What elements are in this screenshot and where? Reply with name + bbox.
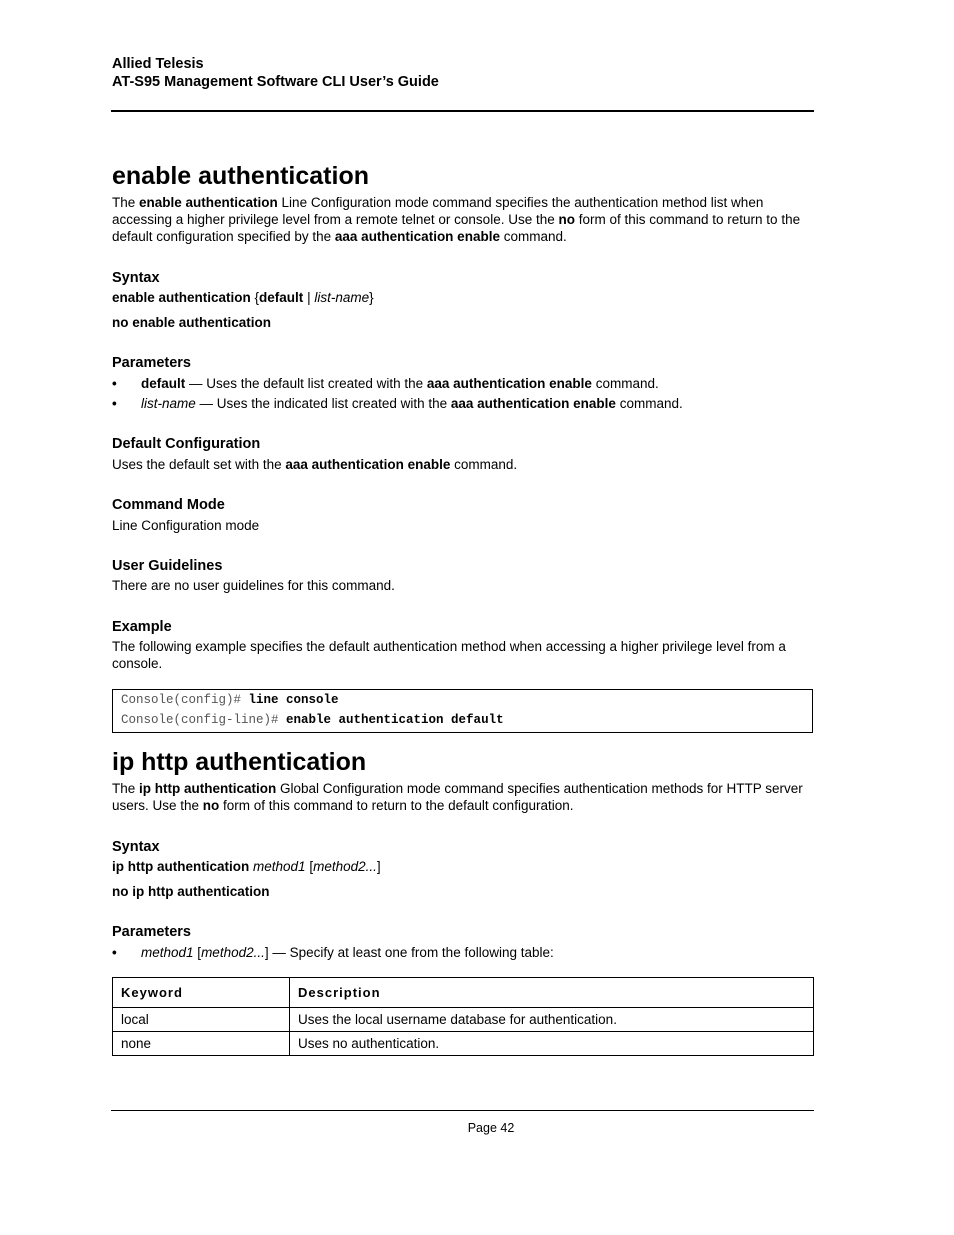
- section-title-ip-http-authentication: ip http authentication: [112, 748, 367, 776]
- section2-intro: The ip http authentication Global Configuration mode command specifies authentication methods for HTTP server users. Use the no form of this command to return to the default configuration.: [112, 781, 803, 813]
- command-mode-heading: Command Mode: [112, 497, 225, 513]
- table-header-description: Description: [290, 978, 814, 1008]
- table-header-row: [113, 978, 814, 1008]
- default-configuration-text: Uses the default set with the aaa authentication enable command.: [112, 457, 518, 472]
- footer-rule: [111, 1110, 814, 1111]
- code-line: Console(config-line)# enable authentication default: [121, 713, 504, 727]
- user-guidelines-text: There are no user guidelines for this command.: [112, 578, 395, 593]
- method-keyword-table: [112, 977, 814, 1056]
- table-cell-description: Uses no authentication.: [290, 1032, 814, 1056]
- table-cell-keyword: local: [113, 1008, 290, 1032]
- default-configuration-heading: Default Configuration: [112, 436, 261, 452]
- section1-params-heading: Parameters: [112, 355, 191, 371]
- section-title-enable-authentication: enable authentication: [112, 162, 369, 190]
- user-guidelines-heading: User Guidelines: [112, 558, 223, 574]
- running-header: [112, 55, 439, 91]
- example-heading: Example: [112, 619, 172, 635]
- bullet-icon: •: [112, 376, 117, 391]
- bullet-icon: •: [112, 396, 117, 411]
- section2-syntax-heading: Syntax: [112, 839, 160, 855]
- code-example-box: [112, 689, 813, 733]
- section2-syntax-line: ip http authentication method1 [method2...]: [112, 859, 381, 874]
- section1-syntax-heading: Syntax: [112, 270, 160, 286]
- table-header-keyword: Keyword: [113, 978, 290, 1008]
- section1-syntax-line: enable authentication {default | list-name}: [112, 290, 374, 305]
- page-number: Page 42: [467, 1121, 515, 1135]
- header-guide-title: AT-S95 Management Software CLI User’s Guide: [112, 74, 439, 90]
- command-mode-text: Line Configuration mode: [112, 518, 260, 533]
- code-line: Console(config)# line console: [121, 693, 339, 707]
- header-company: Allied Telesis: [112, 56, 204, 72]
- section1-syntax-no: no enable authentication: [112, 315, 272, 330]
- section2-syntax-no: no ip http authentication: [112, 884, 270, 899]
- table-cell-keyword: none: [113, 1032, 290, 1056]
- bullet-icon: •: [112, 945, 117, 960]
- table-cell-description: Uses the local username database for authentication.: [290, 1008, 814, 1032]
- header-rule: [111, 110, 814, 112]
- table-row: [113, 1032, 814, 1056]
- section1-intro: The enable authentication Line Configuration mode command specifies the authentication method list when accessing a higher privilege level from a remote telnet or console. Use the no form of this command to return to the default configuration specified by the aaa authentication enable command.: [112, 195, 801, 244]
- example-text: The following example specifies the default authentication method when accessing a higher privilege level from a console.: [112, 639, 786, 671]
- section2-params-heading: Parameters: [112, 924, 191, 940]
- table-row: [113, 1008, 814, 1032]
